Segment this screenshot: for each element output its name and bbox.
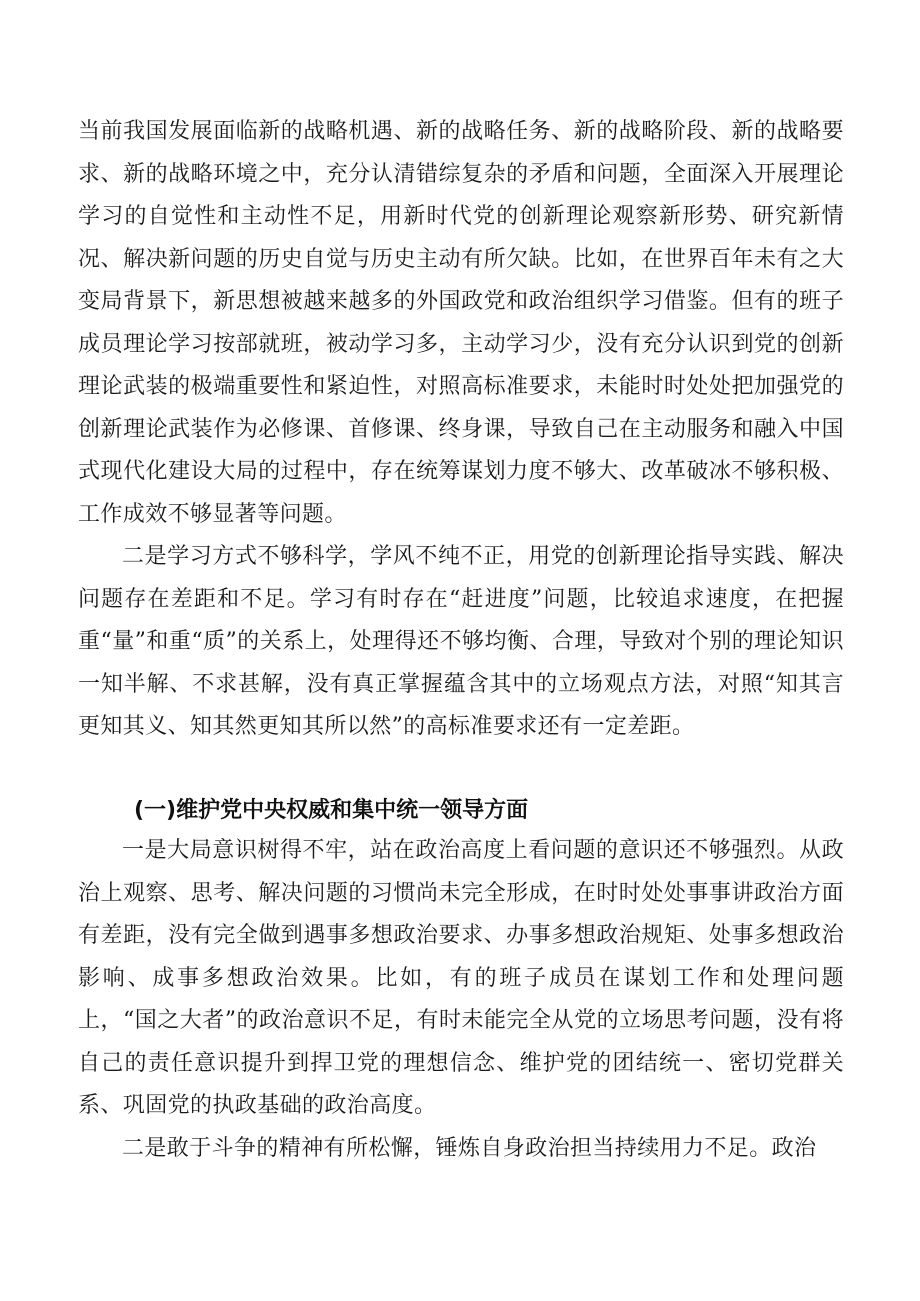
- paragraph-4: 二是敢于斗争的精神有所松懈，锤炼自身政治担当持续用力不足。政治: [122, 1136, 817, 1161]
- paragraph-2: 二是学习方式不够科学，学风不纯不正，用党的创新理论指导实践、解决问题存在差距和不足。学习有时存在“赶进度”问题，比较追求速度，在把握重“量”和重“质”的关系上，处理得还不够均衡、合理，导致对个别的理论知识一知半解、不求甚解，没有真正掌握蕴含其中的立场观点方法，对照“知其言更知其义、知其然更知其所以然”的高标准要求还有一定差距。: [78, 544, 844, 739]
- section-heading: (一)维护党中央权威和集中统一领导方面: [134, 798, 529, 823]
- paragraph-3: 一是大局意识树得不牢，站在政治高度上看问题的意识还不够强烈。从政治上观察、思考、解决问题的习惯尚未完全形成，在时时处处事事讲政治方面有差距，没有完全做到遇事多想政治要求、办事多想政治规矩、处事多想政治影响、成事多想政治效果。比如，有的班子成员在谋划工作和处理问题上，“国之大者”的政治意识不足，有时未能完全从党的立场思考问题，没有将自己的责任意识提升到捍卫党的理想信念、维护党的团结统一、密切党群关系、巩固党的执政基础的政治高度。: [78, 838, 844, 1118]
- paragraph-1: 当前我国发展面临新的战略机遇、新的战略任务、新的战略阶段、新的战略要求、新的战略环境之中，充分认清错综复杂的矛盾和问题，全面深入开展理论学习的自觉性和主动性不足，用新时代党的创新理论观察新形势、研究新情况、解决新问题的历史自觉与历史主动有所欠缺。比如，在世界百年未有之大变局背景下，新思想被越来越多的外国政党和政治组织学习借鉴。但有的班子成员理论学习按部就班，被动学习多，主动学习少，没有充分认识到党的创新理论武装的极端重要性和紧迫性，对照高标准要求，未能时时处处把加强党的创新理论武装作为必修课、首修课、终身课，导致自己在主动服务和融入中国式现代化建设大局的过程中，存在统筹谋划力度不够大、改革破冰不够积极、工作成效不够显著等问题。: [78, 119, 844, 527]
